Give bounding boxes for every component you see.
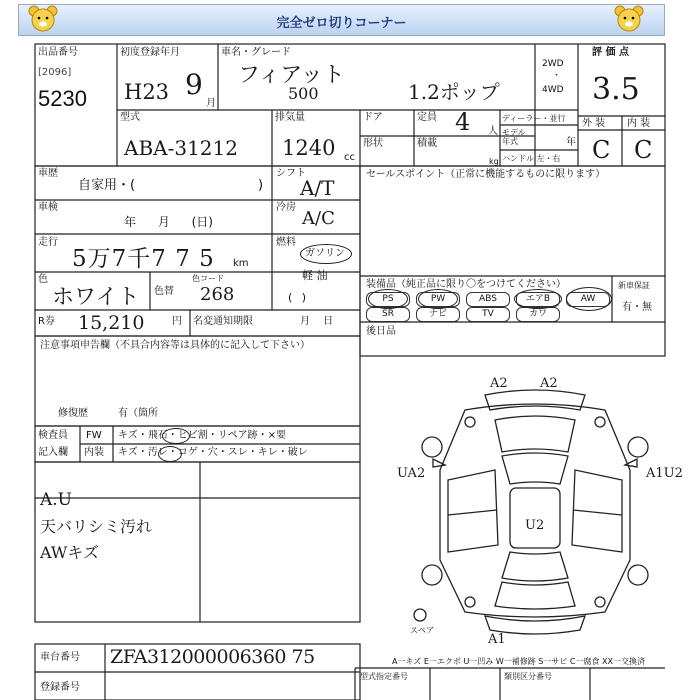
name-model: 500 [288,84,319,103]
lot-code: [2096] [38,67,72,78]
recycle-value: 15,210 [78,312,145,334]
first-reg-label: 初度登録年月 [120,47,180,58]
inspector-label: 検査員 [38,430,68,441]
interior-label: 内 装 [627,118,651,129]
score-label: 評 価 点 [592,47,629,58]
yen-unit: 円 [172,316,182,327]
remark-line: A.U [40,490,73,510]
form-class-label: 類別区分番号 [504,672,552,681]
equip-leather: カワ [516,307,560,322]
capacity-unit: 人 [488,126,498,137]
color-change-label: 色替 [154,286,174,297]
color-label: 色 [38,274,48,285]
load-label: 積載 [417,138,437,149]
ac-value: A/C [302,208,335,229]
history-value: 自家用・( [78,178,136,193]
sales-point-label: セールスポイント（正常に機能するものに限ります） [366,169,606,180]
tax-label: 名変通知期限 [193,316,253,327]
spare-label: スペア [410,626,434,635]
inspection-value: 年 月 (日) [124,215,213,229]
shift-value: A/T [300,176,335,200]
damage-legend: A一キズ E一エクボ U一凹み W一補修跡 S一サビ C一腐食 XX一交換済 [392,657,646,666]
displacement-label: 排気量 [275,112,305,123]
banner-title: 完全ゼロ切りコーナー [276,16,407,31]
retrofit-label: 後日品 [366,326,396,337]
form-model-label: 型式指定番号 [360,672,408,681]
mileage-label: 走行 [38,237,58,248]
exterior-value: C [592,136,611,164]
fw-items: キズ・飛石・ヒビ割・リペア跡・×要 [118,430,286,441]
fuel-label: 燃料 [276,237,296,248]
displacement-unit: cc [344,152,355,163]
damage-mark-front-right: A2 [540,376,558,391]
color-value: ホワイト [52,285,140,310]
lot-label: 出品番号 [38,47,78,58]
equip-aw: AW [566,292,610,307]
color-code-label: 色コード [192,274,224,283]
grade-value: 1.2ポップ [408,80,500,104]
damage-mark-left-side: UA2 [397,466,426,481]
recycle-label: R券 [38,316,55,327]
drive-2wd: 2WD [542,59,564,69]
notes-label: 注意事項申告欄（不具合内容等は具体的に記入して下さい） [40,340,310,351]
model-label: 型式 [120,112,140,123]
door-label: ドア [363,112,383,123]
exterior-label: 外 装 [582,118,606,129]
month-unit: 月 [206,98,216,109]
first-reg-month: 9 [185,68,203,101]
equip-abs: ABS [466,292,510,307]
history-label: 車歴 [38,168,58,179]
mileage-unit: km [233,258,249,269]
year-unit: 年 [566,137,576,148]
color-code-value: 268 [200,284,235,305]
score-value: 3.5 [592,72,640,107]
remark-line: 天バリシミ汚れ [40,517,153,536]
name-value: フィアット [238,63,345,88]
shift-label: シフト [276,168,306,179]
damage-mark-roof: U2 [525,518,545,533]
remark-line: AWキズ [40,543,100,562]
new-car-warranty-label: 新車保証 [618,281,650,290]
repair-value: 有（箇所 [118,408,158,419]
chassis-label: 車台番号 [40,652,80,663]
fuel-diesel: 軽 油 [302,269,328,282]
first-reg-value: H23 [124,80,170,104]
capacity-label: 定員 [417,112,437,123]
model-year-label: モデル年式 [502,128,526,146]
equip-tv: TV [466,307,510,322]
fuel-other: ( ) [288,291,310,304]
ac-label: 冷房 [276,202,296,213]
fw-label: FW [86,430,102,441]
dealer-label: ディーラー・並行 [502,114,566,123]
chassis-value: ZFA312000006360 75 [110,646,315,668]
equip-pw: PW [416,292,460,307]
mileage-value: 5万7千7 7 5 [72,246,215,272]
entry-label: 記入欄 [38,447,68,458]
interior-items: キズ・汚レ・コゲ・穴・スレ・キレ・破レ [118,447,308,458]
interior-entry-label: 内装 [84,447,104,458]
damage-mark-rear: A1 [488,632,506,647]
interior-value: C [634,136,653,164]
inspection-label: 車検 [38,202,58,213]
kg-unit: kg [489,157,499,166]
equipment-label: 装備品（純正品に限り〇をつけてください） [366,279,566,290]
equip-sr: SR [366,307,410,322]
repair-label: 修復歴 [58,408,88,419]
fuel-gas: ガソリン [305,248,345,259]
new-car-warranty-value: 有・無 [622,302,652,313]
handle-label: ハンドル 左・右 [502,154,561,163]
name-label: 車名・グレード [221,47,291,58]
displacement-value: 1240 [282,136,336,160]
shape-label: 形状 [363,138,383,149]
damage-mark-front-left: A2 [490,376,508,391]
tax-value: 月 日 [300,316,334,327]
equip-airbag: エアB [516,292,560,307]
equip-ps: PS [366,292,410,307]
registration-label: 登録番号 [40,682,80,693]
history-close: ) [258,178,264,193]
capacity-value: 4 [455,108,471,136]
equip-navi: ナビ [416,307,460,322]
damage-mark-right-side: A1U2 [646,466,683,481]
lot-number: 5230 [38,86,87,111]
model-value: ABA-31212 [124,136,238,160]
drive-4wd: 4WD [542,85,564,95]
drive-dot: ・ [552,71,562,81]
